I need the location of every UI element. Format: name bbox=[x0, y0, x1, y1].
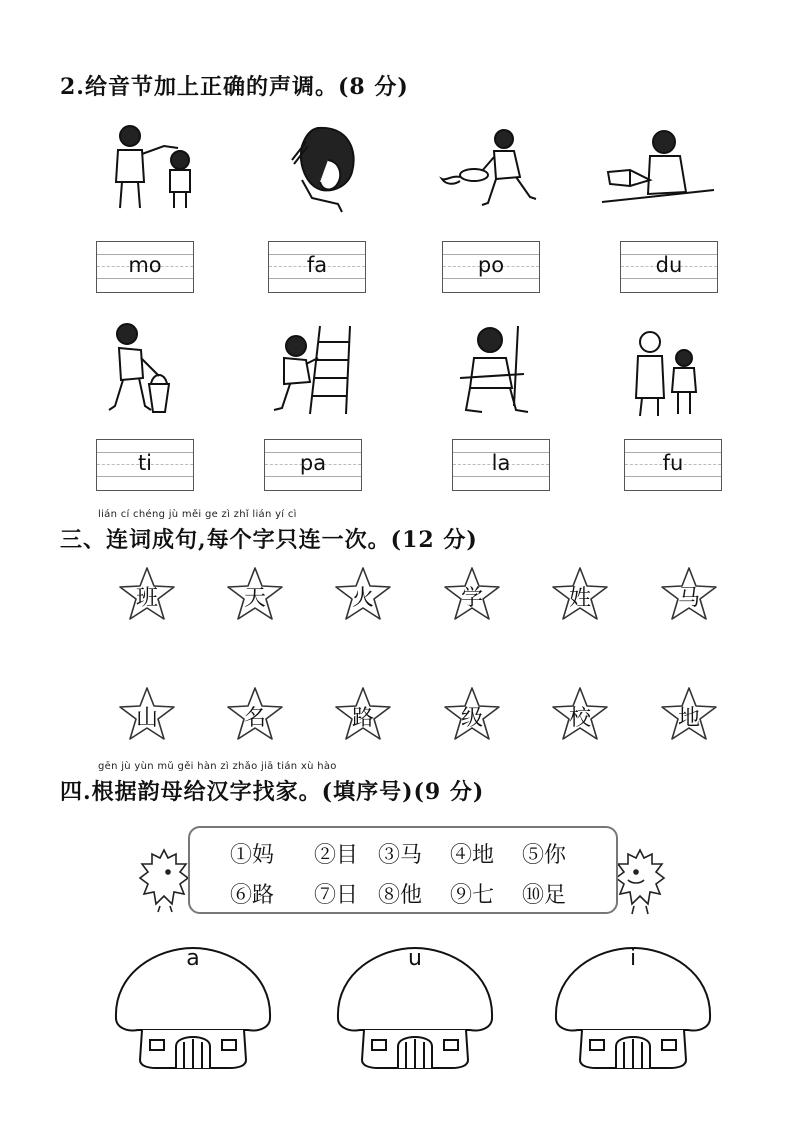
option-item[interactable]: ②目 bbox=[314, 843, 359, 868]
pinyin-box[interactable] bbox=[442, 241, 540, 293]
star-character-label: 学 bbox=[460, 586, 483, 611]
options-box bbox=[188, 826, 618, 914]
mushroom-house[interactable] bbox=[108, 942, 278, 1092]
teacher-patting-child-icon bbox=[100, 120, 200, 212]
boy-reading-book-icon bbox=[602, 126, 714, 210]
pinyin-syllable: pa bbox=[299, 451, 327, 475]
hedgehog-right-icon bbox=[614, 846, 666, 916]
pinyin-syllable: fa bbox=[306, 253, 328, 277]
mushroom-house[interactable] bbox=[330, 942, 500, 1092]
pinyin-box[interactable] bbox=[452, 439, 550, 491]
star-character[interactable] bbox=[660, 566, 718, 622]
star-character-label: 班 bbox=[135, 586, 158, 611]
star-character[interactable] bbox=[443, 686, 501, 742]
star-character[interactable] bbox=[551, 566, 609, 622]
star-character[interactable] bbox=[226, 566, 284, 622]
section-3-pinyin-annotation: lián cí chéng jù měi ge zì zhǐ lián yí cì bbox=[98, 509, 297, 520]
star-character-label: 级 bbox=[460, 706, 483, 731]
star-character-label: 天 bbox=[243, 586, 266, 611]
option-item[interactable]: ⑦日 bbox=[314, 883, 359, 908]
star-character-label: 火 bbox=[351, 586, 374, 611]
option-item[interactable]: ⑩足 bbox=[522, 883, 567, 908]
star-character-label: 地 bbox=[677, 706, 700, 731]
section-3-title: 三、连词成句,每个字只连一次。(12 分) bbox=[60, 527, 478, 553]
pinyin-box[interactable] bbox=[96, 439, 194, 491]
star-character-label: 校 bbox=[568, 706, 591, 731]
star-character[interactable] bbox=[226, 686, 284, 742]
boy-carrying-bucket-icon bbox=[105, 320, 177, 416]
pinyin-box[interactable] bbox=[624, 439, 722, 491]
girl-helping-grandma-icon bbox=[628, 328, 702, 418]
option-item[interactable]: ③马 bbox=[378, 843, 423, 868]
star-character[interactable] bbox=[334, 686, 392, 742]
star-character[interactable] bbox=[118, 566, 176, 622]
star-character[interactable] bbox=[551, 686, 609, 742]
boy-playing-erhu-icon bbox=[458, 322, 536, 418]
pinyin-syllable: mo bbox=[128, 253, 162, 277]
star-character-label: 名 bbox=[243, 706, 266, 731]
pinyin-syllable: la bbox=[491, 451, 511, 475]
star-character[interactable] bbox=[334, 566, 392, 622]
pinyin-syllable: du bbox=[655, 253, 683, 277]
house-vowel-label: u bbox=[408, 946, 422, 971]
star-character[interactable] bbox=[118, 686, 176, 742]
section-2-title: 2.给音节加上正确的声调。(8 分) bbox=[60, 74, 409, 100]
option-item[interactable]: ⑨七 bbox=[450, 883, 495, 908]
pinyin-syllable: fu bbox=[662, 451, 684, 475]
boy-climbing-ladder-icon bbox=[270, 322, 370, 416]
pinyin-box[interactable] bbox=[264, 439, 362, 491]
star-character[interactable] bbox=[660, 686, 718, 742]
star-character-label: 姓 bbox=[568, 586, 591, 611]
option-item[interactable]: ①妈 bbox=[230, 843, 275, 868]
star-character-label: 马 bbox=[677, 586, 700, 611]
option-item[interactable]: ⑥路 bbox=[230, 883, 275, 908]
section-4-pinyin-annotation: gēn jù yùn mǔ gěi hàn zì zhǎo jiā tián xù hào bbox=[98, 761, 337, 772]
house-vowel-label: a bbox=[186, 946, 200, 971]
section-4-title: 四.根据韵母给汉字找家。(填序号)(9 分) bbox=[60, 779, 485, 805]
boy-spilling-basin-icon bbox=[438, 125, 546, 211]
option-item[interactable]: ⑧他 bbox=[378, 883, 423, 908]
option-item[interactable]: ⑤你 bbox=[522, 843, 567, 868]
house-vowel-label: i bbox=[629, 946, 637, 971]
mushroom-house[interactable] bbox=[548, 942, 718, 1092]
star-character[interactable] bbox=[443, 566, 501, 622]
pinyin-box[interactable] bbox=[268, 241, 366, 293]
star-character-label: 路 bbox=[351, 706, 374, 731]
pinyin-box[interactable] bbox=[96, 241, 194, 293]
pinyin-box[interactable] bbox=[620, 241, 718, 293]
girl-combing-hair-icon bbox=[278, 120, 360, 212]
star-character-label: 山 bbox=[135, 706, 158, 731]
option-item[interactable]: ④地 bbox=[450, 843, 495, 868]
pinyin-syllable: po bbox=[477, 253, 505, 277]
hedgehog-left-icon bbox=[138, 846, 190, 912]
pinyin-syllable: ti bbox=[137, 451, 153, 475]
